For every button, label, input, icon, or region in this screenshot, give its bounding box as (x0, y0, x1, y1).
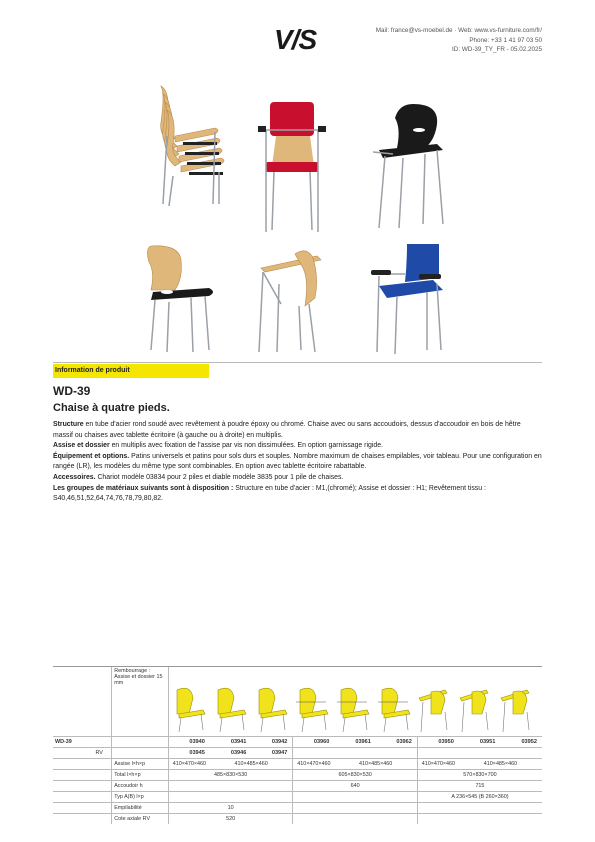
brand-logo: V/S (274, 24, 317, 55)
document-id: ID: WD-39_TY_FR - 05.02.2025 (452, 46, 542, 53)
wood-chair-black-seat-photo (147, 246, 213, 352)
writing-tablet-chair-photo (259, 251, 321, 352)
rv-label: RV (93, 748, 111, 759)
row-label: Assise l×h×p (112, 759, 169, 770)
table-row-codes (53, 737, 542, 748)
spec-table (53, 666, 542, 824)
code-cell: 03950 (417, 737, 459, 748)
chair-03941-drawing (218, 688, 246, 732)
table-cell: 715 (417, 781, 542, 792)
chair-03950-drawing (419, 690, 447, 732)
row-label: Empilabilité (112, 803, 169, 814)
chair-03942-drawing (259, 688, 287, 732)
table-model-label: WD-39 (53, 737, 93, 748)
table-row-rv (53, 814, 542, 825)
code-cell: 03947 (251, 748, 293, 759)
blue-armchair-photo (371, 244, 443, 354)
table-row-rv-codes (53, 748, 542, 759)
contact-info (376, 26, 542, 55)
table-cell: 605×830×530 (293, 770, 418, 781)
code-cell: 03961 (334, 737, 376, 748)
paragraph-equipment: Équipement et options. Patins universels et patins pour sols durs et souples. Nombre maximum de chaises empilables, voir tableau. Pour une configuration en rangée (LR), les modèles du même type sont combinables. En option avec tablette écritoire rabattable. (53, 452, 542, 471)
paragraph-accessories: Accessoires. Chariot modèle 03834 pour 2 piles et diable modèle 3835 pour 1 pile de chaises. (53, 473, 344, 481)
table-row-seat (53, 759, 542, 770)
code-cell: 03951 (459, 737, 501, 748)
code-cell: 03941 (210, 737, 252, 748)
table-cell: 520 (168, 814, 293, 825)
table-row-type (53, 792, 542, 803)
code-cell: 03962 (376, 737, 418, 748)
contact-mail-web: Mail: france@vs-moebel.de · Web: www.vs-furniture.com/fr/ (375, 27, 542, 34)
code-cell: 03946 (210, 748, 252, 759)
chair-03940-drawing (177, 688, 205, 732)
chair-variant-drawings (169, 668, 534, 734)
chair-03951-drawing (460, 690, 488, 732)
table-cell: 410×470×460 (168, 759, 210, 770)
row-label: Total l×h×p (112, 770, 169, 781)
code-cell: 03942 (251, 737, 293, 748)
table-header-row (53, 667, 542, 737)
red-armchair-photo (258, 102, 326, 232)
row-label: Accoudoir h (112, 781, 169, 792)
table-cell: 410×485×460 (334, 759, 417, 770)
chair-03962-drawing (378, 688, 410, 732)
code-cell: 03940 (168, 737, 210, 748)
table-cell: 410×470×460 (293, 759, 335, 770)
code-cell: 03960 (293, 737, 335, 748)
paragraph-structure: Structure en tube d'acier rond soudé avec revêtement à poudre époxy ou chromé. Chaise avec ou sans accoudoirs, dessus d'accoudoir en bois de hêtre massif ou chaises avec tablette écritoire (à gauche ou à droite) en multiplis. (53, 421, 521, 439)
table-cell: A 236×545 (B 260×360) (417, 792, 542, 803)
code-cell: 03945 (168, 748, 210, 759)
section-divider (53, 362, 542, 363)
table-cell: 410×470×460 (417, 759, 459, 770)
chair-03960-drawing (296, 688, 328, 732)
table-row-armrest (53, 781, 542, 792)
product-description (53, 420, 542, 505)
table-cell: 640 (293, 781, 418, 792)
model-title: WD-39 (53, 384, 91, 398)
contact-phone: Phone: +33 1 41 97 03 50 (469, 36, 542, 44)
table-row-stack (53, 803, 542, 814)
chair-03952-drawing (501, 690, 529, 732)
stacked-chairs-photo (161, 86, 224, 206)
row-label: Cote axiale RV (112, 814, 169, 825)
product-subtitle: Chaise à quatre pieds. (53, 402, 170, 414)
table-cell: 410×485×460 (210, 759, 293, 770)
chair-03961-drawing (337, 688, 369, 732)
paragraph-materials: Les groupes de matériaux suivants sont à disposition : Structure en tube d'acier : M1,(chromé); Assise et dossier : H1; Revêtement tissu : S40,46,51,52,64,74,76,78,79,80,82. (53, 484, 486, 503)
code-cell: 03952 (500, 737, 542, 748)
row-label: Typ A(B) l×p (112, 792, 169, 803)
table-cell: 570×830×700 (417, 770, 542, 781)
product-info-label: Information de produit (53, 364, 209, 378)
table-cell: 410×485×460 (459, 759, 542, 770)
product-photos (53, 76, 542, 361)
padding-note: Rembourrage : Assise et dossier 15 mm (112, 667, 169, 737)
table-cell: 10 (168, 803, 293, 814)
paragraph-seat: Assise et dossier en multiplis avec fixation de l'assise par vis non dissimulées. En option garnissage rigide. (53, 442, 383, 450)
black-chair-photo (373, 104, 443, 228)
table-cell: 485×830×530 (168, 770, 293, 781)
table-row-total (53, 770, 542, 781)
